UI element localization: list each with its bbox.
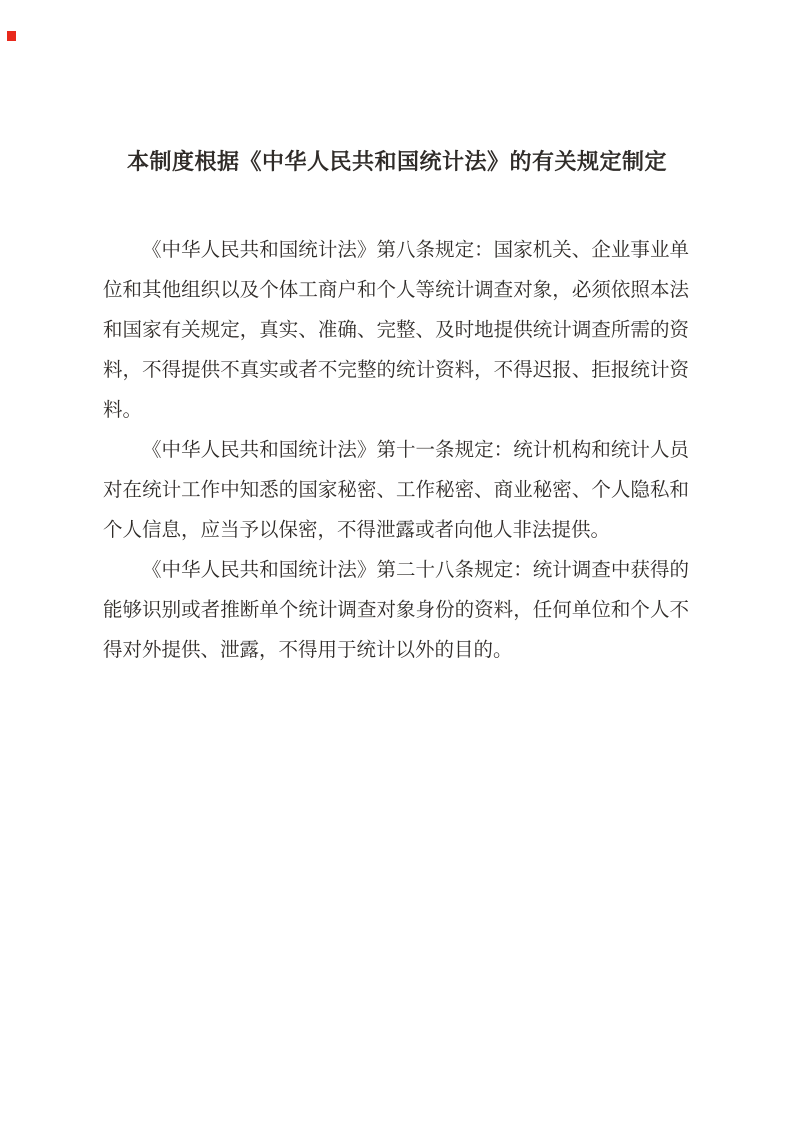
page-title: 本制度根据《中华人民共和国统计法》的有关规定制定 — [126, 149, 667, 174]
paragraph-article-8: 《中华人民共和国统计法》第八条规定：国家机关、企业事业单位和其他组织以及个体工商户和个人等统计调查对象，必须依照本法和国家有关规定，真实、准确、完整、及时地提供统计调查所需的资料，不得提供不真实或者不完整的统计资料，不得迟报、拒报统计资料。 — [103, 240, 689, 421]
paragraph-article-28: 《中华人民共和国统计法》第二十八条规定：统计调查中获得的能够识别或者推断单个统计调查对象身份的资料，任何单位和个人不得对外提供、泄露，不得用于统计以外的目的。 — [103, 560, 689, 661]
document-body — [103, 231, 689, 671]
red-corner-mark — [7, 31, 16, 41]
paragraph-article-11: 《中华人民共和国统计法》第十一条规定：统计机构和统计人员对在统计工作中知悉的国家秘密、工作秘密、商业秘密、个人隐私和个人信息，应当予以保密，不得泄露或者向他人非法提供。 — [103, 440, 689, 541]
